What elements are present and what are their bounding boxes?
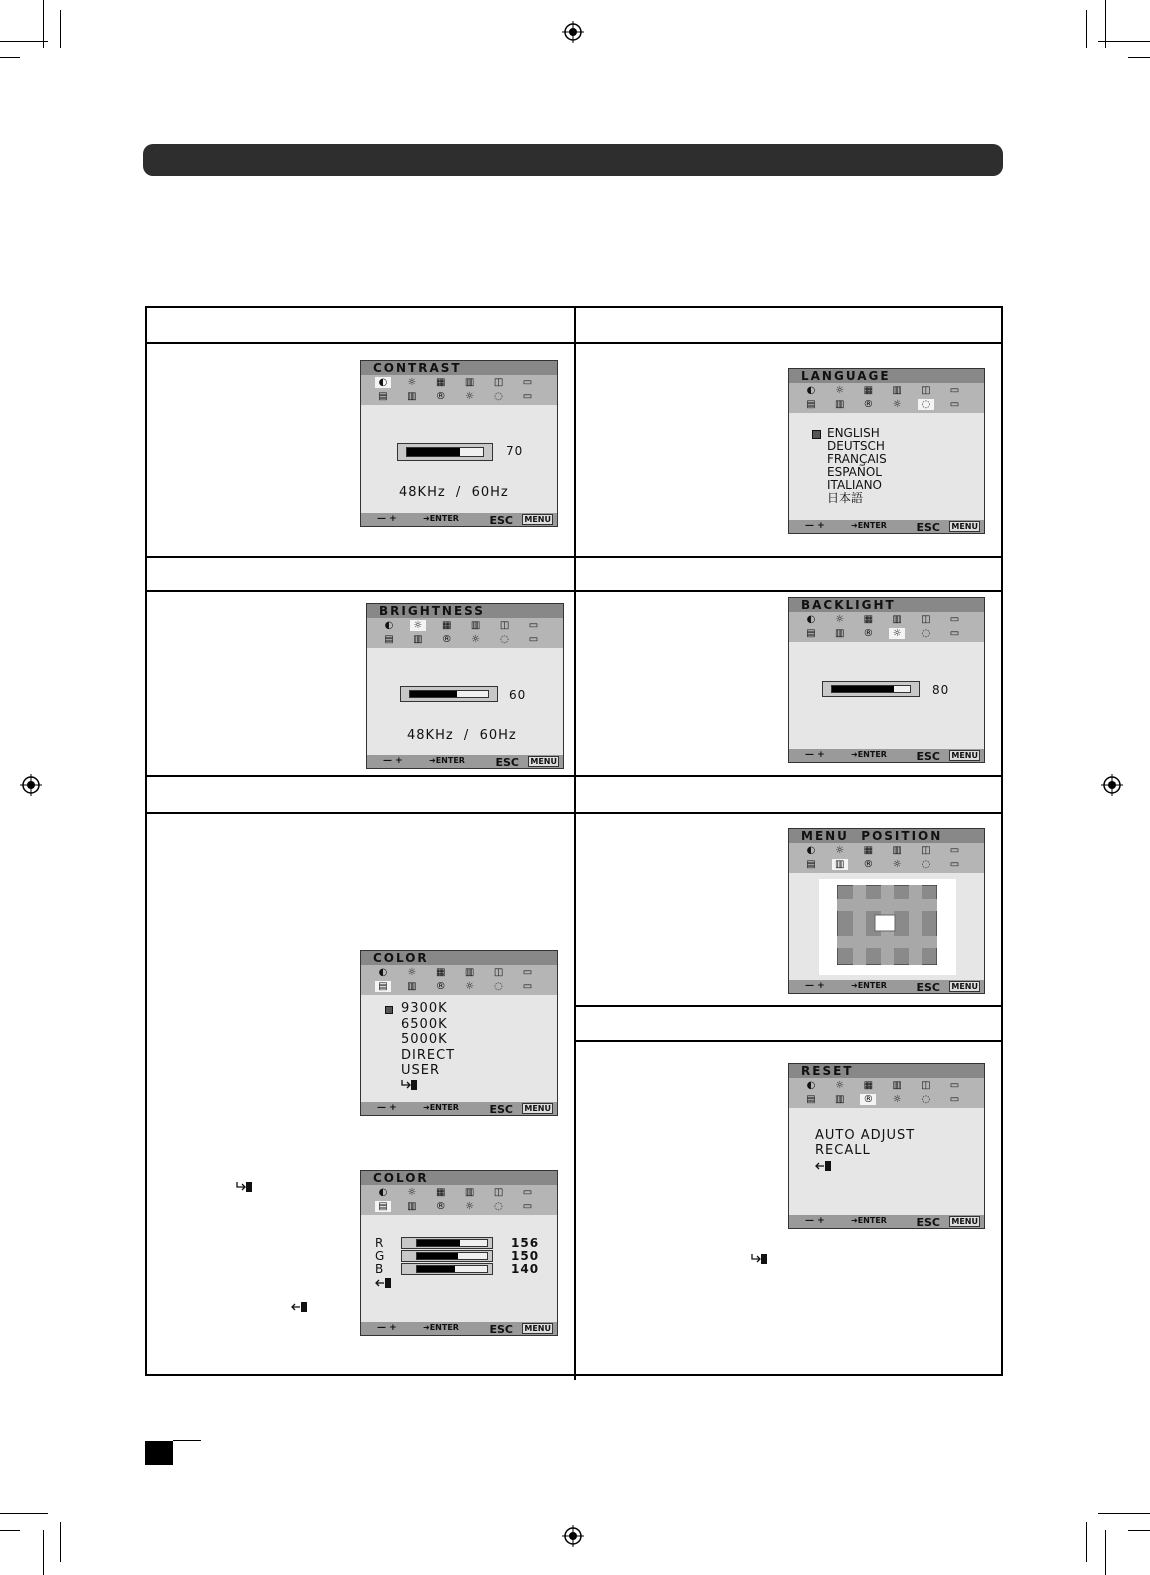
page-number-block xyxy=(145,1441,173,1465)
osd-title: LANGUAGE xyxy=(789,369,984,383)
color-icon: ▤ xyxy=(806,628,816,639)
reset-icon: ® xyxy=(863,859,874,870)
brightness-icon: ☼ xyxy=(407,1187,417,1198)
menu-position-icon: ▥ xyxy=(413,634,423,645)
osd-title: COLOR xyxy=(361,1171,557,1185)
osd-icon-row xyxy=(361,1185,557,1215)
color-preset-option: 5000K xyxy=(401,1032,448,1047)
backlight-icon: ☼ xyxy=(892,399,902,410)
sharpness-icon: ▦ xyxy=(436,1187,446,1198)
crop-mark xyxy=(1105,0,1106,48)
crop-mark xyxy=(1086,1522,1087,1562)
registration-mark-icon xyxy=(562,1525,584,1547)
reset-option: RECALL xyxy=(815,1143,871,1158)
sharpness-icon: ▦ xyxy=(436,967,446,978)
brightness-icon: ☼ xyxy=(410,620,426,631)
language-icon: ◌ xyxy=(494,391,503,402)
color-icon: ▤ xyxy=(384,634,394,645)
contrast-value: 70 xyxy=(506,444,524,458)
brightness-value: 60 xyxy=(509,688,527,702)
brightness-icon: ☼ xyxy=(407,377,417,388)
menu-position-icon: ▥ xyxy=(834,399,845,410)
osd-title: RESET xyxy=(789,1064,984,1078)
size-icon: ▭ xyxy=(949,385,960,396)
phase-icon: ▥ xyxy=(470,620,481,631)
brightness-bar xyxy=(400,686,498,702)
menu-position-icon: ▥ xyxy=(407,981,417,992)
size-icon: ▭ xyxy=(522,1187,533,1198)
contrast-icon: ◐ xyxy=(378,1187,388,1198)
sharpness-icon: ▦ xyxy=(863,614,874,625)
selected-marker-icon xyxy=(385,1006,393,1014)
backlight-bar xyxy=(822,681,920,697)
section-header-bar xyxy=(143,144,1003,176)
reset-icon: ® xyxy=(860,1094,876,1105)
menu-position-icon: ▥ xyxy=(834,628,845,639)
return-arrow-icon xyxy=(401,1079,419,1091)
language-icon: ◌ xyxy=(500,634,509,645)
position-icon: ◫ xyxy=(921,614,931,625)
phase-icon: ▥ xyxy=(892,614,902,625)
reset-icon: ® xyxy=(441,634,452,645)
reset-icon: ® xyxy=(435,391,446,402)
osd-footer: — + ➜ENTER ESC MENU xyxy=(789,980,984,993)
crop-mark xyxy=(1128,1530,1150,1531)
position-icon: ◫ xyxy=(499,620,510,631)
crop-mark xyxy=(60,1522,61,1562)
backlight-icon: ☼ xyxy=(465,981,475,992)
crop-mark xyxy=(0,1530,20,1531)
reset-icon: ® xyxy=(863,399,874,410)
back-arrow-icon xyxy=(815,1160,833,1172)
reset-icon: ® xyxy=(435,1201,446,1212)
language-icon: ◌ xyxy=(918,399,934,410)
crop-mark xyxy=(1105,1530,1106,1575)
language-option: DEUTSCH xyxy=(827,439,885,453)
osd-title: CONTRAST xyxy=(361,361,557,375)
osd-title: BRIGHTNESS xyxy=(367,604,563,618)
menu-position-icon: ▥ xyxy=(407,1201,417,1212)
contrast-bar-fill xyxy=(407,448,460,456)
contrast-icon: ◐ xyxy=(378,967,388,978)
crop-mark xyxy=(0,57,20,58)
phase-icon: ▥ xyxy=(892,1080,902,1091)
language-icon: ◌ xyxy=(494,1201,503,1212)
backlight-icon: ☼ xyxy=(889,628,905,639)
position-icon: ◫ xyxy=(493,377,504,388)
osd-footer: — + ➜ENTER ESC MENU xyxy=(361,1322,557,1335)
osd-icon-row xyxy=(367,618,563,648)
language-option: FRANÇAIS xyxy=(827,452,887,466)
osd-title: COLOR xyxy=(361,951,557,965)
size-icon: ▭ xyxy=(522,377,533,388)
crop-mark xyxy=(1098,1513,1150,1514)
osd-footer: — + ➜ENTER ESC MENU xyxy=(789,1215,984,1228)
reset-icon: ® xyxy=(863,628,874,639)
language-icon: ◌ xyxy=(494,981,503,992)
osd-contrast-screen xyxy=(360,360,558,527)
crop-mark xyxy=(60,10,61,48)
back-arrow-icon xyxy=(291,1301,309,1313)
crop-mark xyxy=(1128,57,1150,58)
page-number-rule xyxy=(173,1440,201,1441)
osd-icon-row xyxy=(361,375,557,405)
crop-mark xyxy=(43,0,44,48)
crop-mark xyxy=(43,1530,44,1575)
color-preset-list xyxy=(401,1001,455,1079)
menu-position-icon: ▥ xyxy=(832,859,848,870)
sharpness-icon: ▦ xyxy=(863,845,874,856)
contrast-icon: ◐ xyxy=(375,377,391,388)
contrast-icon: ◐ xyxy=(806,385,816,396)
osd-footer: — + ➜ENTER ESC MENU xyxy=(789,520,984,533)
position-icon: ◫ xyxy=(921,1080,931,1091)
backlight-icon: ☼ xyxy=(465,1201,475,1212)
language-option: ENGLISH xyxy=(827,426,880,440)
size-icon: ▭ xyxy=(522,967,533,978)
signal-icon: ▭ xyxy=(949,1094,960,1105)
position-area xyxy=(789,873,984,980)
position-grid-icon xyxy=(837,885,937,965)
backlight-icon: ☼ xyxy=(892,1094,902,1105)
frequency-readout: 48KHz / 60Hz xyxy=(399,485,509,500)
signal-icon: ▭ xyxy=(522,391,533,402)
color-preset-option: 9300K xyxy=(401,1001,448,1016)
crop-mark xyxy=(0,1513,48,1514)
osd-color-preset-screen xyxy=(360,950,558,1116)
brightness-icon: ☼ xyxy=(835,385,845,396)
back-arrow-icon xyxy=(375,1277,393,1289)
registration-mark-icon xyxy=(562,21,584,43)
color-icon: ▤ xyxy=(375,1201,391,1212)
color-icon: ▤ xyxy=(806,399,816,410)
language-list xyxy=(827,427,887,505)
reset-option: AUTO ADJUST xyxy=(815,1128,916,1143)
contrast-bar xyxy=(397,443,493,461)
selected-marker-icon xyxy=(812,430,821,439)
brightness-icon: ☼ xyxy=(835,845,845,856)
osd-title: MENU POSITION xyxy=(789,829,984,843)
osd-brightness-screen xyxy=(366,603,564,769)
menu-position-icon: ▥ xyxy=(834,1094,845,1105)
size-icon: ▭ xyxy=(949,614,960,625)
sharpness-icon: ▦ xyxy=(436,377,446,388)
signal-icon: ▭ xyxy=(949,859,960,870)
color-icon: ▤ xyxy=(375,981,391,992)
osd-icon-row xyxy=(789,1078,984,1108)
size-icon: ▭ xyxy=(949,1080,960,1091)
osd-icon-row xyxy=(789,612,984,642)
rgb-bar-fill xyxy=(417,1266,455,1272)
osd-icon-row xyxy=(789,843,984,873)
position-icon: ◫ xyxy=(493,1187,504,1198)
language-option: ITALIANO xyxy=(827,478,883,492)
osd-backlight-screen xyxy=(788,597,985,763)
contrast-icon: ◐ xyxy=(806,1080,816,1091)
osd-footer: — + ➜ENTER ESC MENU xyxy=(361,513,557,526)
signal-icon: ▭ xyxy=(522,981,533,992)
signal-icon: ▭ xyxy=(949,399,960,410)
contrast-icon: ◐ xyxy=(384,620,394,631)
color-icon: ▤ xyxy=(806,859,816,870)
return-arrow-icon xyxy=(236,1181,254,1193)
osd-color-user-screen: COLOR ◐ ☼ ▦ ▥ ◫ ▭ ▤ ▥ ® ☼ ◌ ▭ R 156 G 150 B 140 — + ➜ENTER ESC MENU xyxy=(360,1170,558,1336)
position-icon: ◫ xyxy=(493,967,504,978)
osd-footer: — + ➜ENTER ESC MENU xyxy=(789,749,984,762)
language-icon: ◌ xyxy=(921,859,931,870)
backlight-bar-fill xyxy=(832,686,894,692)
phase-icon: ▥ xyxy=(892,845,902,856)
language-icon: ◌ xyxy=(921,1094,931,1105)
phase-icon: ▥ xyxy=(464,1187,475,1198)
osd-footer: — + ➜ENTER ESC MENU xyxy=(361,1102,557,1115)
osd-icon-row xyxy=(361,965,557,995)
sharpness-icon: ▦ xyxy=(863,385,874,396)
position-icon: ◫ xyxy=(921,385,931,396)
backlight-icon: ☼ xyxy=(892,859,902,870)
brightness-icon: ☼ xyxy=(835,614,845,625)
return-arrow-icon xyxy=(751,1253,769,1265)
menu-position-icon: ▥ xyxy=(407,391,417,402)
signal-icon: ▭ xyxy=(522,1201,533,1212)
reset-icon: ® xyxy=(435,981,446,992)
crop-mark xyxy=(0,41,48,42)
language-option: 日本語 xyxy=(827,491,864,505)
color-icon: ▤ xyxy=(806,1094,816,1105)
contrast-icon: ◐ xyxy=(806,614,816,625)
sharpness-icon: ▦ xyxy=(442,620,452,631)
osd-reset-screen xyxy=(788,1063,985,1229)
backlight-icon: ☼ xyxy=(465,391,475,402)
registration-mark-icon xyxy=(1101,774,1123,796)
backlight-value: 80 xyxy=(932,683,950,697)
contrast-icon: ◐ xyxy=(806,845,816,856)
phase-icon: ▥ xyxy=(892,385,902,396)
color-preset-option: 6500K xyxy=(401,1016,448,1032)
signal-icon: ▭ xyxy=(528,634,539,645)
color-preset-option: DIRECT xyxy=(401,1047,456,1063)
language-option: ESPAÑOL xyxy=(827,465,882,479)
sharpness-icon: ▦ xyxy=(863,1080,874,1091)
osd-menu-position-screen xyxy=(788,828,985,994)
brightness-bar-fill xyxy=(410,691,457,697)
color-preset-option: USER xyxy=(401,1063,441,1078)
signal-icon: ▭ xyxy=(949,628,960,639)
osd-footer: — + ➜ENTER ESC MENU xyxy=(367,755,563,768)
crop-mark xyxy=(1086,10,1087,48)
osd-title: BACKLIGHT xyxy=(789,598,984,612)
position-icon: ◫ xyxy=(921,845,931,856)
rgb-bar-fill xyxy=(417,1253,458,1259)
frequency-readout: 48KHz / 60Hz xyxy=(407,728,517,743)
brightness-icon: ☼ xyxy=(835,1080,845,1091)
reset-option-list xyxy=(815,1128,915,1158)
size-icon: ▭ xyxy=(528,620,539,631)
phase-icon: ▥ xyxy=(464,377,475,388)
registration-mark-icon xyxy=(20,774,42,796)
language-icon: ◌ xyxy=(921,628,931,639)
size-icon: ▭ xyxy=(949,845,960,856)
brightness-icon: ☼ xyxy=(407,967,417,978)
phase-icon: ▥ xyxy=(464,967,475,978)
backlight-icon: ☼ xyxy=(471,634,481,645)
osd-language-screen xyxy=(788,368,985,534)
color-icon: ▤ xyxy=(378,391,388,402)
rgb-bar-fill xyxy=(417,1240,460,1246)
osd-icon-row xyxy=(789,383,984,413)
